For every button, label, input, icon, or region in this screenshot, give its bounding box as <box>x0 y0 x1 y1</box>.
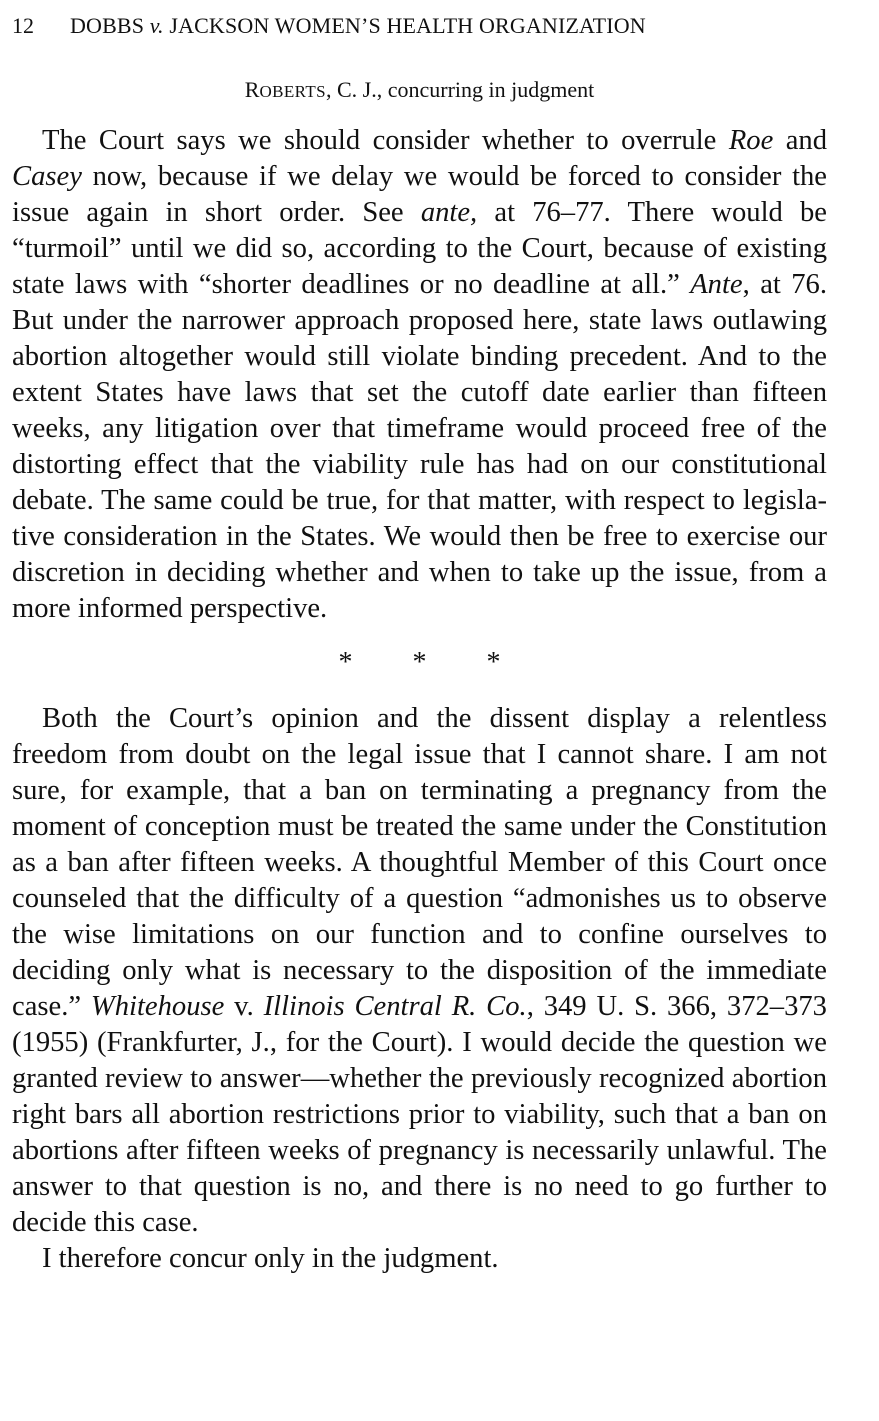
opinion-author-label <box>12 74 827 108</box>
separator-star: * <box>412 647 427 678</box>
case-title-versus: v. <box>149 13 164 38</box>
paragraph-turmoil <box>12 123 827 627</box>
ante-ref-1: ante, <box>420 197 478 228</box>
text-run: , at 76. But under the narrower approach proposed here, state laws outlawing abortion altogether would still violate binding precedent. And to the extent States have laws that set the cutoff date earlier than fifteen weeks, any litigation over that timeframe would proceed free of the distorting effect that the viability rule has had on our constitutional debate. The same could be true, for that matter, with respect to legislative consideration in the States. We would then be free to exercise our discretion in deciding whether and when to take up the issue, from a more informed perspective. <box>12 269 827 624</box>
text-run: now, because if we delay we would be forced to consider the issue again in short order. See <box>12 161 827 228</box>
case-ref-whitehouse: Whitehouse <box>90 991 225 1022</box>
document-page <box>12 10 827 1277</box>
text-run: at 76–77. There would be “turmoil” until we did so, according to the Court, because of existing state laws with “shorter deadlines or no deadline at all.” <box>12 197 827 300</box>
case-title-part-2: JACKSON WOMEN’S HEALTH ORGANIZATION <box>163 13 646 38</box>
page-number: 12 <box>12 13 34 38</box>
case-ref-illinois-central: Illinois Central R. Co. <box>263 991 527 1022</box>
text-run: v. <box>224 991 264 1022</box>
paragraph-doubt <box>12 701 827 1241</box>
case-ref-roe: Roe <box>728 125 774 156</box>
case-title <box>70 10 646 42</box>
ante-ref-2: Ante <box>690 269 743 300</box>
author-initial: R <box>244 77 260 102</box>
section-separator <box>12 645 827 681</box>
text-run: The Court says we should consider whether to overrule <box>42 125 729 156</box>
case-title-part-1: DOBBS <box>70 13 150 38</box>
text-run: Both the Court’s opinion and the dissent display a relentless freedom from doubt on the legal issue that I cannot share. I am not sure, for example, that a ban on terminating a pregnancy from the moment of conception must be treated the same under the Constitution as a ban after fifteen weeks. A thoughtful Member of this Court once counseled that the difficulty of a question “admonishes us to observe the wise limitations on our function and to confine ourselves to deciding only what is necessary to the disposition of the immediate case.” <box>12 703 827 1022</box>
closing-statement: I therefore concur only in the judgment. <box>42 1243 499 1274</box>
case-ref-casey: Casey <box>12 161 82 192</box>
running-header <box>12 10 827 42</box>
text-run: , 349 U. S. 366, 372–373 (1955) (Frankfurter, J., for the Court). I would decide the question we granted review to answer—whether the previously recognized abortion right bars all abortion restrictions prior to viability, such that a ban on abortions after fifteen weeks of pregnancy is necessarily unlawful. The answer to that question is no, and there is no need to go further to decide this case. <box>12 991 827 1238</box>
opinion-type: , C. J., concurring in judgment <box>326 77 595 102</box>
text-run: and <box>773 125 828 156</box>
separator-star: * <box>338 647 353 678</box>
author-name-rest: OBERTS <box>259 82 326 101</box>
separator-star: * <box>486 647 501 678</box>
